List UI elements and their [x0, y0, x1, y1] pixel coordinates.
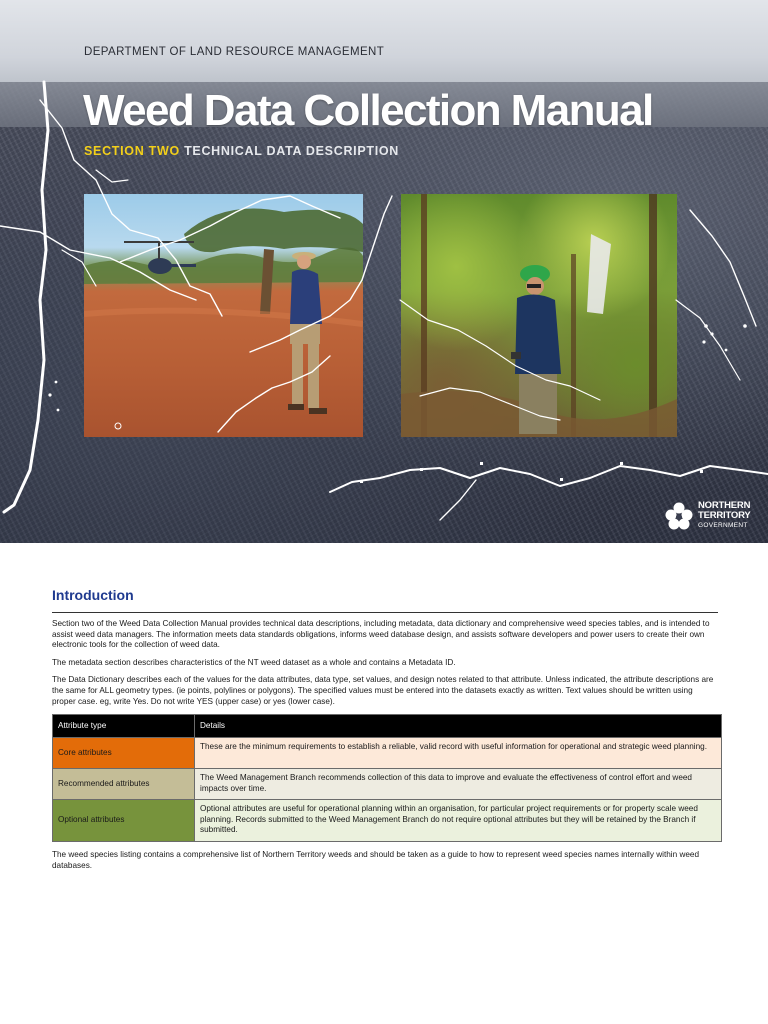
northern-territory-logo-text [698, 501, 751, 531]
intro-paragraph-2: The metadata section describes characteristics of the NT weed dataset as a whole and contains a Metadata ID. [52, 657, 456, 667]
table-row-core [53, 738, 722, 769]
logo-line-3: GOVERNMENT [698, 522, 748, 529]
attribute-type-table [52, 714, 722, 842]
optional-attributes-details: Optional attributes are useful for operational planning within an organisation, for particular project requirements or for property scale weed planning. Records submitted to the Weed Management Branch do not require optional attributes but they will be retained by the Branch if submitted. [195, 800, 722, 842]
introduction-heading: Introduction [52, 587, 718, 613]
table-header-row [53, 715, 722, 738]
header-details: Details [195, 715, 722, 738]
core-attributes-details: These are the minimum requirements to establish a reliable, valid record with useful information for operational and strategic weed planning. [195, 738, 722, 769]
closing-paragraph: The weed species listing contains a comprehensive list of Northern Territory weeds and should be taken as a guide to how to represent weed species names internally within weed databases. [52, 850, 700, 870]
intro-paragraph-3: The Data Dictionary describes each of the values for the data attributes, data type, set values, and design notes related to that attribute. Unless indicated, the attribute descriptions are the same for ALL geometry types. (ie points, polylines or polygons). The specified values must be entered into the datasets exactly as written. Text values should be written using proper case. eg, write Yes. Do not write YES (upper case) or yes (lower case). [52, 675, 714, 706]
manual-title: Weed Data Collection Manual [83, 86, 653, 135]
recommended-attributes-details: The Weed Management Branch recommends collection of this data to improve and evaluate the effectiveness of control effort and weed impacts over time. [195, 769, 722, 800]
section-title: TECHNICAL DATA DESCRIPTION [184, 144, 400, 158]
department-name: DEPARTMENT OF LAND RESOURCE MANAGEMENT [84, 46, 385, 58]
table-row-optional [53, 800, 722, 842]
logo-line-2: TERRITORY [698, 510, 751, 521]
table-row-recommended [53, 769, 722, 800]
section-label: SECTION TWO [84, 144, 180, 158]
document-body [52, 587, 722, 871]
intro-paragraph-1: Section two of the Weed Data Collection Manual provides technical data descriptions, including metadata, data dictionary and comprehensive weed species tables, and is intended to assist weed data managers. The information meets data standards obligations, informs weed database design, and assists software developers and power users to create their own electronic tools for the collection of weed data. [52, 619, 710, 650]
optional-attributes-label: Optional attributes [53, 800, 195, 842]
recommended-attributes-label: Recommended attributes [53, 769, 195, 800]
header-attribute-type: Attribute type [53, 715, 195, 738]
logo-line-1: NORTHERN [698, 500, 751, 511]
core-attributes-label: Core attributes [53, 738, 195, 769]
